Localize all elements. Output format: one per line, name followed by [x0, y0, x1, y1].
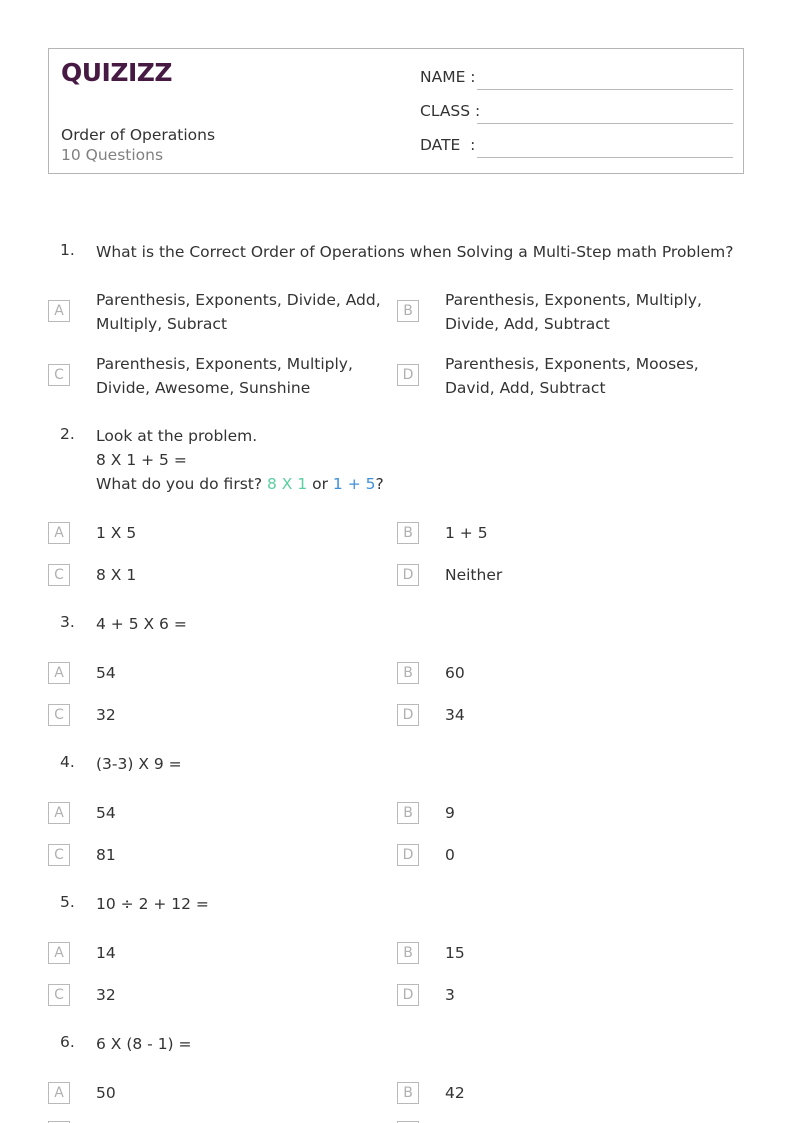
q1-option-a-text: Parenthesis, Exponents, Divide, Add, Multiply, Subract	[96, 291, 381, 333]
question-2-line-3-post: ?	[375, 475, 384, 493]
q5-option-d-box[interactable]: D	[397, 984, 419, 1006]
q3-option-c-box[interactable]: C	[48, 704, 70, 726]
q4-option-d-text: 0	[445, 846, 455, 864]
q1-option-b-text: Parenthesis, Exponents, Multiply, Divide, Add, Subtract	[445, 291, 702, 333]
q4-option-c-text: 81	[96, 846, 116, 864]
date-field-line[interactable]	[477, 157, 733, 158]
q1-option-b-box[interactable]: B	[397, 300, 419, 322]
question-3-text: 4 + 5 X 6 =	[96, 615, 187, 633]
question-1-number: 1.	[60, 241, 75, 259]
q3-option-b-box[interactable]: B	[397, 662, 419, 684]
class-field-line[interactable]	[477, 123, 733, 124]
question-5-number: 5.	[60, 893, 75, 911]
q4-option-d-box[interactable]: D	[397, 844, 419, 866]
q2-option-a-text: 1 X 5	[96, 524, 137, 542]
question-3-number: 3.	[60, 613, 75, 631]
question-2-text	[96, 424, 384, 496]
question-2-line-3	[96, 472, 384, 496]
name-field-line[interactable]	[477, 89, 733, 90]
q2-option-b-text: 1 + 5	[445, 524, 488, 542]
q2-option-c-box[interactable]: C	[48, 564, 70, 586]
q2-option-d-text: Neither	[445, 566, 503, 584]
question-count: 10 Questions	[61, 146, 164, 164]
question-5-text: 10 ÷ 2 + 12 =	[96, 895, 209, 913]
question-6-text: 6 X (8 - 1) =	[96, 1035, 192, 1053]
q5-option-a-box[interactable]: A	[48, 942, 70, 964]
question-4-number: 4.	[60, 753, 75, 771]
question-4-text: (3-3) X 9 =	[96, 755, 182, 773]
q5-option-a-text: 14	[96, 944, 116, 962]
worksheet-title: Order of Operations	[61, 126, 216, 144]
question-2-line-3-mid: or	[307, 475, 333, 493]
q5-option-d-text: 3	[445, 986, 455, 1004]
class-label: CLASS :	[420, 102, 481, 120]
q3-option-d-box[interactable]: D	[397, 704, 419, 726]
q4-option-c-box[interactable]: C	[48, 844, 70, 866]
name-label: NAME :	[420, 68, 476, 86]
q3-option-a-text: 54	[96, 664, 116, 682]
q4-option-a-text: 54	[96, 804, 116, 822]
q6-option-b-box[interactable]: B	[397, 1082, 419, 1104]
q6-option-a-box[interactable]: A	[48, 1082, 70, 1104]
q2-option-c-text: 8 X 1	[96, 566, 137, 584]
q5-option-b-box[interactable]: B	[397, 942, 419, 964]
highlight-blue: 1 + 5	[332, 475, 376, 493]
q2-option-a-box[interactable]: A	[48, 522, 70, 544]
q4-option-a-box[interactable]: A	[48, 802, 70, 824]
q1-option-c-text: Parenthesis, Exponents, Multiply, Divide, Awesome, Sunshine	[96, 355, 353, 397]
q5-option-c-text: 32	[96, 986, 116, 1004]
highlight-green: 8 X 1	[267, 475, 308, 493]
q1-option-d-text: Parenthesis, Exponents, Mooses, David, Add, Subtract	[445, 355, 699, 397]
q1-option-a-box[interactable]: A	[48, 300, 70, 322]
q5-option-b-text: 15	[445, 944, 465, 962]
q4-option-b-box[interactable]: B	[397, 802, 419, 824]
q5-option-c-box[interactable]: C	[48, 984, 70, 1006]
q3-option-b-text: 60	[445, 664, 465, 682]
q3-option-a-box[interactable]: A	[48, 662, 70, 684]
q2-option-b-box[interactable]: B	[397, 522, 419, 544]
q3-option-d-text: 34	[445, 706, 465, 724]
quizizz-logo: QUIZIZZ	[61, 58, 173, 87]
q6-option-a-text: 50	[96, 1084, 116, 1102]
q2-option-d-box[interactable]: D	[397, 564, 419, 586]
question-2-number: 2.	[60, 425, 75, 443]
q1-option-d-box[interactable]: D	[397, 364, 419, 386]
question-6-number: 6.	[60, 1033, 75, 1051]
question-2-line-1: Look at the problem.	[96, 427, 258, 445]
question-2-line-3-pre: What do you do first?	[96, 475, 267, 493]
q6-option-b-text: 42	[445, 1084, 465, 1102]
q1-option-c-box[interactable]: C	[48, 364, 70, 386]
worksheet-header	[48, 48, 744, 174]
date-label: DATE :	[420, 136, 476, 154]
q3-option-c-text: 32	[96, 706, 116, 724]
question-1-text: What is the Correct Order of Operations when Solving a Multi-Step math Problem?	[96, 243, 734, 261]
question-2-line-2: 8 X 1 + 5 =	[96, 451, 187, 469]
q4-option-b-text: 9	[445, 804, 455, 822]
